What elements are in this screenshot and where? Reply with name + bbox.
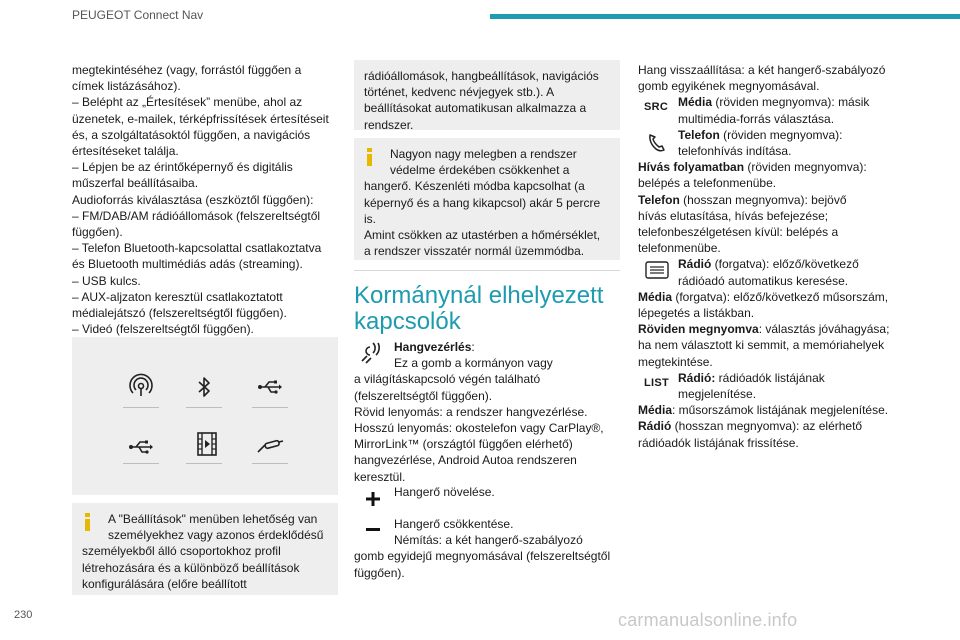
text-line: keresztül. <box>354 469 406 484</box>
text-line: megjelenítése. <box>678 387 757 402</box>
aux-icon <box>255 432 285 462</box>
text-line: személyekből álló csoportokhoz profil <box>82 544 281 559</box>
icon-underline <box>252 407 288 408</box>
header-accent-bar <box>490 14 960 19</box>
info-note-profiles <box>72 503 338 595</box>
heading-line: Kormánynál elhelyezett <box>354 282 604 309</box>
text-line: a világításkapcsoló végén található <box>354 372 541 387</box>
volume-plus-icon <box>366 492 380 506</box>
text-line: rádióadók listájának frissítése. <box>638 435 799 450</box>
text-line: beállításokat automatikusan alkalmazza a <box>364 101 587 116</box>
icon-underline <box>123 407 159 408</box>
text-line: függően). <box>72 225 123 240</box>
text-line: megtekintése. <box>638 354 713 369</box>
text-line: A "Beállítások" menüben lehetőség van <box>108 512 318 526</box>
text-line: Némítás: a két hangerő-szabályozó <box>394 533 583 548</box>
text-line: MirrorLink™ (országtól függően elérhető) <box>354 437 573 452</box>
text-line: – Videó (felszereltségtől függően). <box>72 322 254 337</box>
bold-term: Telefon <box>678 127 720 142</box>
radio-list-icon <box>644 259 670 281</box>
text-line: – Lépjen be az érintőképernyő és digitális <box>72 160 293 175</box>
src-block <box>638 94 904 126</box>
icon-underline <box>186 463 222 464</box>
bold-term: Telefon <box>638 192 680 207</box>
audio-source-icons-panel <box>72 337 338 495</box>
text-span: (röviden megnyomva): <box>744 160 867 175</box>
bluetooth-icon <box>189 372 219 402</box>
text-line: multimédia-forrás választása. <box>678 111 835 126</box>
text-line: Rövid lenyomás: a rendszer hangvezérlése. <box>354 404 588 419</box>
bold-term: Rádió <box>678 257 712 272</box>
column-1-text <box>72 62 338 337</box>
text-line: hívás elutasítása, hívás befejezése; <box>638 208 829 223</box>
text-span: rádióadók listájának <box>715 370 825 385</box>
volume-plus-block <box>354 484 620 500</box>
text-line: lépegetés a listákban. <box>638 306 755 321</box>
text-span: (forgatva): előző/következő műsorszám, <box>672 289 889 304</box>
text-span: (forgatva): előző/következő <box>711 257 859 272</box>
text-line: védelme érdekében csökkenhet a <box>390 163 570 178</box>
text-line: üzenetek, e-mailek, térképfrissítések értesítéseit <box>72 111 329 126</box>
text-line: – Telefon Bluetooth-kapcsolattal csatlakoztatva <box>72 241 322 256</box>
text-line: telefonhívás indítása. <box>678 144 792 159</box>
text-line: gomb egyidejű megnyomásával (felszereltségtől <box>354 549 611 564</box>
radio-waves-icon <box>126 372 156 402</box>
bold-term: Hívás folyamatban <box>638 160 745 175</box>
text-line: (felszereltségtől függően). <box>354 388 493 403</box>
text-line: rendszer. <box>364 117 414 132</box>
text-span: (hosszan megnyomva): bejövő <box>679 192 847 207</box>
text-span: (hosszan megnyomva): az elérhető <box>671 419 863 434</box>
text-line: megtekintéséhez (vagy, forrástól függően a <box>72 63 302 77</box>
video-icon <box>192 429 222 459</box>
text-line: Nagyon nagy melegben a rendszer <box>390 147 577 161</box>
text-line: és Bluetooth multimédiás adás (streaming). <box>72 257 303 272</box>
text-line: Hang visszaállítása: a két hangerő-szabályozó <box>638 63 886 77</box>
list-label: LIST <box>644 376 670 389</box>
text-line: gomb egyikének megnyomásával. <box>638 79 820 94</box>
heading-line: kapcsolók <box>354 308 461 335</box>
text-line: – FM/DAB/AM rádióállomások (felszereltségtől <box>72 208 321 223</box>
bold-term: Röviden megnyomva <box>638 322 759 337</box>
text-line: címek listázásához). <box>72 79 181 94</box>
text-line: értesítéseket találja. <box>72 144 179 159</box>
icon-underline <box>186 407 222 408</box>
text-line: – Belépht az „Értesítések” menübe, ahol az <box>72 95 303 110</box>
text-line: hangerő. Készenléti módba kapcsolhat (a <box>364 179 585 194</box>
text-line: Hangerő növelése. <box>394 485 495 499</box>
colon: : <box>471 340 475 354</box>
phone-icon <box>646 131 668 153</box>
text-line: Ez a gomb a kormányon vagy <box>394 356 553 371</box>
text-line: konfigurálására (előre beállított <box>82 576 247 591</box>
text-line: – AUX-aljzaton keresztül csatlakoztatott <box>72 289 283 304</box>
text-line: – USB kulcs. <box>72 273 141 288</box>
text-line: a rendszer visszatér normál üzemmódba. <box>364 244 585 259</box>
text-line: médialejátszó (felszereltségtől függően). <box>72 306 287 321</box>
text-line: belépés a telefonmenübe. <box>638 176 777 191</box>
text-line: ha nem választott ki semmit, a memóriahelyek <box>638 338 885 353</box>
text-line: telefonbeszélgetésen kívül: belépés a <box>638 225 839 240</box>
text-span: : választás jóváhagyása; <box>758 322 890 337</box>
bold-term: Média <box>638 403 673 418</box>
text-line: Hosszú lenyomás: okostelefon vagy CarPlay®, <box>354 421 604 436</box>
section-heading <box>354 283 614 335</box>
text-line: rádióadó automatikus keresése. <box>678 273 849 288</box>
text-line: képernyő és a hang kikapcsol) akár 5 percre <box>364 195 601 210</box>
text-line: Amint csökken az utastérben a hőmérséklet, <box>364 228 601 243</box>
voice-command-icon <box>358 341 384 367</box>
column-3-text <box>638 62 904 451</box>
info-note-continued <box>354 60 620 130</box>
text-line: személyekhez vagy azonos érdeklődésű <box>108 528 324 543</box>
text-line: függően). <box>354 565 405 580</box>
info-note-heat <box>354 138 620 260</box>
src-label: SRC <box>644 101 669 114</box>
icon-underline <box>123 463 159 464</box>
text-line: Audioforrás kiválasztása (eszköztől függően): <box>72 192 314 207</box>
page-number: 230 <box>14 609 33 621</box>
voice-command-block <box>354 339 620 485</box>
text-line: is. <box>364 211 376 226</box>
text-line: műszerfal beállításaiba. <box>72 176 199 191</box>
text-line: létrehozására és a különböző beállítások <box>82 560 300 575</box>
text-span: : műsorszámok listájának megjelenítése. <box>672 403 889 418</box>
watermark: carmanualsonline.info <box>618 610 798 630</box>
bold-term: Média <box>638 289 673 304</box>
info-icon <box>81 513 95 531</box>
text-line: hangvezérlése, Android Autoa rendszeren <box>354 453 577 468</box>
list-block <box>638 370 904 402</box>
text-line: történet, kedvenc névjegyek stb.). A <box>364 85 555 100</box>
bold-term: Rádió: <box>678 370 716 385</box>
text-line: telefonmenübe. <box>638 241 721 256</box>
section-divider <box>354 270 620 271</box>
phone-block <box>638 127 904 159</box>
bold-term: Rádió <box>638 419 672 434</box>
radio-block <box>638 256 904 288</box>
info-icon <box>363 148 377 166</box>
text-line: és, a szolgáltatásoktól függően, a navigációs <box>72 127 311 142</box>
icon-underline <box>252 463 288 464</box>
volume-minus-icon <box>366 528 380 532</box>
text-line: rádióállomások, hangbeállítások, navigációs <box>364 69 599 83</box>
text-line: Hangerő csökkentése. <box>394 517 514 531</box>
usb-icon <box>126 432 156 462</box>
volume-minus-block <box>354 516 620 581</box>
running-header: PEUGEOT Connect Nav <box>72 8 204 22</box>
text-span: (röviden megnyomva): másik <box>712 95 870 110</box>
voice-label: Hangvezérlés <box>394 340 472 354</box>
bold-term: Média <box>678 95 713 110</box>
usb-icon <box>255 372 285 402</box>
text-span: (röviden megnyomva): <box>719 127 843 142</box>
